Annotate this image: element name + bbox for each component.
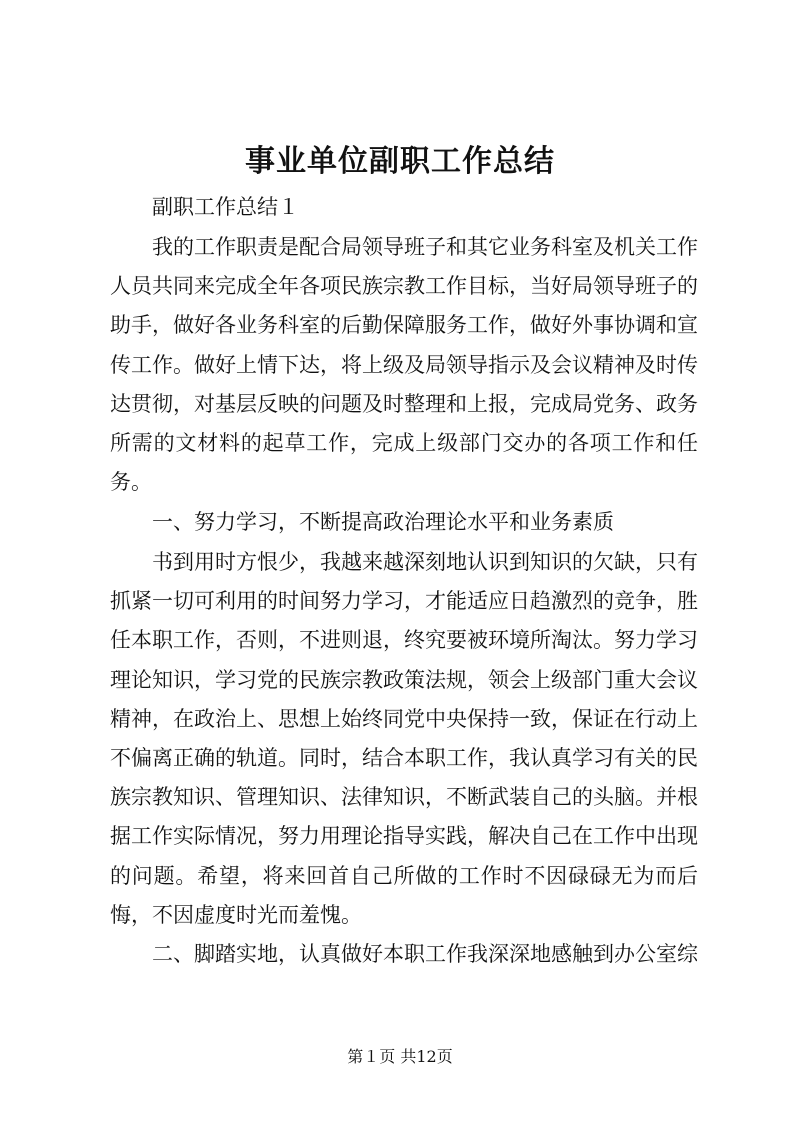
heading-text: 一、努力学习，不断提高政治理论水平和业务素质: [152, 510, 614, 534]
subheading-text: 副职工作总结１: [152, 195, 299, 219]
section-heading-2: [110, 935, 698, 974]
paragraph-duties: [110, 228, 698, 502]
paragraph-text: 书到用时方恨少，我越来越深刻地认识到知识的欠缺，只有抓紧一切可利用的时间努力学习，才能适应日趋激烈的竞争，胜任本职工作，否则，不进则退，终究要被环境所淘汰。努力学习理论知识，学习党的民族宗教政策法规，领会上级部门重大会议精神，在政治上、思想上始终同党中央保持一致，保证在行动上不偏离正确的轨道。同时，结合本职工作，我认真学习有关的民族宗教知识、管理知识、法律知识，不断武装自己的头脑。并根据工作实际情况，努力用理论指导实践，解决自己在工作中出现的问题。希望，将来回首自己所做的工作时不因碌碌无为而后悔，不因虚度时光而羞愧。: [110, 550, 698, 927]
heading-text: 二、脚踏实地，认真做好本职工作我深深地感触到办公室综: [152, 942, 698, 966]
section-heading-1: [110, 503, 698, 542]
section-subheading: [110, 188, 698, 227]
document-title: 事业单位副职工作总结: [245, 144, 555, 179]
paragraph-text: 我的工作职责是配合局领导班子和其它业务科室及机关工作人员共同来完成全年各项民族宗教工作目标，当好局领导班子的助手，做好各业务科室的后勤保障服务工作，做好外事协调和宣传工作。做好上情下达，将上级及局领导指示及会议精神及时传达贯彻，对基层反映的问题及时整理和上报，完成局党务、政务所需的文材料的起草工作，完成上级部门交办的各项工作和任务。: [110, 235, 698, 495]
page-number-footer: 第１页 共12页: [347, 1047, 453, 1066]
paragraph-learning: [110, 543, 698, 935]
